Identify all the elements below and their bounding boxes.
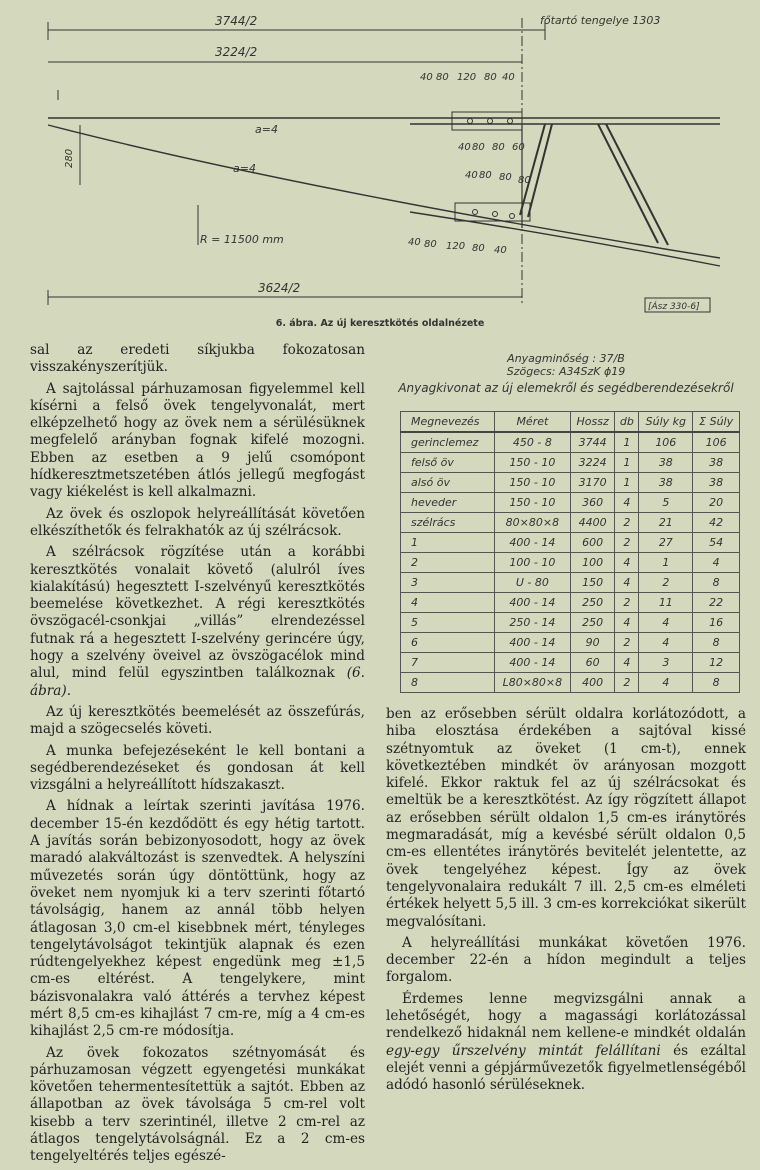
table-row [401,513,740,533]
col-header: Súly kg [639,412,693,433]
table-cell: 150 - 10 [494,493,570,513]
left-paragraph-7: A hídnak a leírtak szerinti javítása 1976. december 15-én kezdődött és egy hétig tartott. A javítás során bebizonyosodott, hogy az övek maradó alakváltozást is szenvedtek. A helyszíni művezetés során úgy döntöttünk, hogy az öveket nem nyomjuk ki a terv szerinti főtartó távolságig, hanem az annál több helyen átlagosan 3,0 cm-el kisebbnek mért, tényleges tengelytávolságot tekintjük alapnak és ezen rúdtengelyekhez képest engedünk meg ±1,5 cm-es eltérést. A tengelykere, mint bázisvonalakra való áttérés a tervhez képest mért 8,5 cm-es kihajlást 7 cm-re, míg a 4 cm-es kihajlást 2,5 cm-re módosítja. [30,798,365,1040]
table-cell: 3224 [570,453,615,473]
table-cell: 3170 [570,473,615,493]
table-cell: 22 [693,593,740,613]
table-cell: 4 [615,553,639,573]
table-row [401,553,740,573]
table-row [401,593,740,613]
bot-seq-1: 40 [408,237,421,248]
table-cell: 2 [615,513,639,533]
table-cell: 4 [615,653,639,673]
bot-seq-3: 120 [446,241,466,252]
table-cell: 4 [615,613,639,633]
left-paragraph-6: A munka befejezéseként le kell bontani a segédberendezéseket és gondosan át kell vizsgálni a helyreállított hídszakaszt. [30,742,365,794]
table-cell: 8 [693,573,740,593]
bottom-chord-curve [48,125,720,258]
table-cell: 3744 [570,432,615,453]
top-seq-3: 120 [457,72,477,83]
table-cell: 400 - 14 [494,633,570,653]
ref-label: [Ász 330-6] [648,302,700,312]
table-cell: 4 [639,633,693,653]
table-cell: gerinclemez [401,432,495,453]
table-row [401,633,740,653]
top-seq-1: 40 [420,72,433,83]
table-cell: 80×80×8 [494,513,570,533]
table-cell: 38 [639,473,693,493]
table-cell: 400 - 14 [494,533,570,553]
table-cell: 4 [401,593,495,613]
table-cell: felső öv [401,453,495,473]
table-cell: 2 [615,673,639,693]
table-cell: 400 - 14 [494,653,570,673]
mid-seq2-2: 80 [479,170,492,181]
table-cell: 2 [615,533,639,553]
table-cell: 4 [639,613,693,633]
table-cell: 1 [401,533,495,553]
table-cell: 3 [639,653,693,673]
height-label: 280 [64,148,75,168]
diagonal-right [598,124,658,243]
mid-seq1-1: 40 [458,142,471,153]
table-cell: 54 [693,533,740,553]
table-cell: 16 [693,613,740,633]
table-cell: 4 [693,553,740,573]
table-cell: 6 [401,633,495,653]
table-cell: 1 [615,473,639,493]
right-paragraph-2: A helyreállítási munkákat követően 1976. december 22-én a hídon megindult a teljes forgalom. [386,934,746,986]
a2-label: a=4 [233,162,256,175]
table-header-row [401,412,740,433]
bot-seq-4: 80 [472,243,485,254]
table-cell: 12 [693,653,740,673]
table-title: Anyagkivonat az új elemekről és segédberendezésekről [398,381,734,395]
table-cell: 4400 [570,513,615,533]
figure-caption: 6. ábra. Az új keresztkötés oldalnézete [275,318,485,329]
table-cell: 8 [693,633,740,653]
table-cell: 5 [401,613,495,633]
col-header: Hossz [570,412,615,433]
col-header: Méret [494,412,570,433]
table-row [401,573,740,593]
left-paragraph-5: Az új keresztkötés beemelését az összefúrás, majd a szögecselés követi. [30,703,365,738]
table-cell: 150 - 10 [494,453,570,473]
table-cell: heveder [401,493,495,513]
table-cell: 20 [693,493,740,513]
right-paragraph-1: ben az erősebben sérült oldalra korlátozódott, a hiba elosztása érdekében a sajtóval kissé szétnyomtuk az öveket (1 cm-t), ennek következtében mindkét öv arányosan mozgott kifelé. Ekkor raktuk fel az új szélrácsokat és emeltük be a keresztkötést. Az így rögzített állapot az erősebben sérült oldalon 1,5 cm-es iránytörés megmaradását, míg a kevésbé sérült oldalon 0,5 cm-es ellentétes iránytörés bevitelét jelentette, az övek tengelyéhez képest. Így az övek tengelyvonalaira redukált 7 ill. 2,5 cm-es elméleti értékek helyett 5,5 ill. 3 cm-es korrekciókat sikerült megvalósítani. [386,706,746,930]
cross-bracing-side-view-drawing [0,0,760,320]
material-quality: Anyagminőség : 37/B [507,352,625,365]
table-body [401,432,740,693]
table-cell: 90 [570,633,615,653]
table-cell: 5 [639,493,693,513]
left-column [30,342,365,1170]
table-cell: 4 [639,673,693,693]
mid-seq1-3: 80 [492,142,505,153]
table-cell: 250 - 14 [494,613,570,633]
mid-seq1-4: 60 [512,142,525,153]
table-row [401,493,740,513]
bot-seq-5: 40 [494,245,507,256]
table-cell: 4 [615,573,639,593]
table-cell: 2 [615,593,639,613]
table-cell: 11 [639,593,693,613]
mid-seq2-4: 80 [518,175,531,186]
radius-label: R = 11500 mm [200,233,284,246]
right-paragraph-3-end: és ezáltal elejét venni a gépjárművezetők figyelmetlenségéből adódó hasonló sérüléseknek. [386,1042,747,1094]
table-row [401,473,740,493]
rivet-spec: Szögecs: A34SzK ϕ19 [506,365,626,378]
table-cell: 2 [401,553,495,573]
left-paragraph-4 [30,544,365,700]
dim-second-label: 3224/2 [215,45,258,59]
mid-seq2-1: 40 [465,170,478,181]
table-row [401,653,740,673]
table-cell: 450 - 8 [494,432,570,453]
table-cell: 106 [693,432,740,453]
table-cell: 8 [401,673,495,693]
table-cell: 600 [570,533,615,553]
left-paragraph-1: sal az eredeti síkjukba fokozatosan visszakényszerítjük. [30,342,365,376]
table-cell: 1 [615,453,639,473]
splice-plate-bottom [455,203,530,221]
left-paragraph-8: Az övek fokozatos szétnyomását és párhuzamosan végzett egyengetési munkákat követően tehermentesítettük a sajtót. Ebben az állapotban az övek távolsága 5 cm-rel volt kisebb a terv szerintinél, illetve 2 cm-rel az átlagos tengelytávolságnál. Ez a 2 cm-es tengelyeltérés teljes egészé- [30,1044,365,1165]
table-cell: 106 [639,432,693,453]
left-paragraph-2: A sajtolással párhuzamosan figyelemmel kell kísérni a felső övek tengelyvonalát, mert elképzelhető hogy az övek nem a sérülésüknek megfelelő arányban fognak kifelé mozogni. Ebben az esetben a 9 jelű csomópont hídkeresztmetszetében átlós jellegű megfogást vagy kiékelést is kell alkalmazni. [30,380,365,501]
table-cell: 2 [615,633,639,653]
table-header [386,352,746,395]
left-paragraph-3: Az övek és oszlopok helyreállítását követően elkészíthetők és felrakhatók az új szélrácsok. [30,505,365,539]
table-cell: 21 [639,513,693,533]
table-cell: 360 [570,493,615,513]
dim-top-label: 3744/2 [215,14,258,28]
table-cell: 400 [570,673,615,693]
table-cell: 250 [570,593,615,613]
table-row [401,453,740,473]
top-seq-4: 80 [484,72,497,83]
right-paragraph-3 [386,991,746,1095]
figure-reference: (6. ábra). [30,665,366,699]
top-seq-5: 40 [502,72,515,83]
col-header: Megnevezés [401,412,495,433]
table-cell: 38 [639,453,693,473]
fotarto-label: főtartó tengelye 1303 [540,14,661,27]
col-header: Σ Súly [693,412,740,433]
col-header: db [615,412,639,433]
table-cell: 400 - 14 [494,593,570,613]
dim-bottom-label: 3624/2 [258,281,301,295]
table-cell: szélrács [401,513,495,533]
table-cell: 38 [693,473,740,493]
top-seq-2: 80 [436,72,449,83]
table-cell: 7 [401,653,495,673]
table-cell: 1 [639,553,693,573]
mid-seq2-3: 80 [499,172,512,183]
table-cell: 3 [401,573,495,593]
table-cell: alsó öv [401,473,495,493]
table-cell: 150 [570,573,615,593]
table-cell: 60 [570,653,615,673]
table-cell: U - 80 [494,573,570,593]
table-cell: 250 [570,613,615,633]
table-cell: L80×80×8 [494,673,570,693]
table-cell: 4 [615,493,639,513]
table-row [401,533,740,553]
bot-seq-2: 80 [424,239,437,250]
right-paragraph-3-start: Érdemes lenne megvizsgálni annak a lehetőségét, hogy a magassági korlátozással rendelkező hidaknál nem kellene-e mindkét oldalán [386,990,746,1042]
table-row [401,673,740,693]
table-row [401,432,740,453]
material-table [400,411,740,693]
table-cell: 27 [639,533,693,553]
a1-label: a=4 [255,123,278,136]
right-paragraph-3-italic: egy-egy űrszelvény mintát felállítani [386,1042,661,1059]
left-paragraph-4-text: A szélrácsok rögzítése után a korábbi keresztkötés vonalait követő (alulról íves kialakítású) hegesztett I-szelvényű keresztkötés beemelése következhet. A régi keresztkötés övszögacél-csonkjai „villás” elrendezéssel futnak rá a hegesztett I-szelvény gerincére úgy, hogy a szelvény öveivel az övszögacélok mind alul, mind felül egyszintben találkoznak [30,544,365,682]
table-cell: 42 [693,513,740,533]
table-cell: 100 [570,553,615,573]
table-cell: 8 [693,673,740,693]
table-cell: 150 - 10 [494,473,570,493]
table-cell: 100 - 10 [494,553,570,573]
right-column [386,706,746,1099]
mid-seq1-2: 80 [472,142,485,153]
table-cell: 1 [615,432,639,453]
table-cell: 2 [639,573,693,593]
table-cell: 38 [693,453,740,473]
table-row [401,613,740,633]
